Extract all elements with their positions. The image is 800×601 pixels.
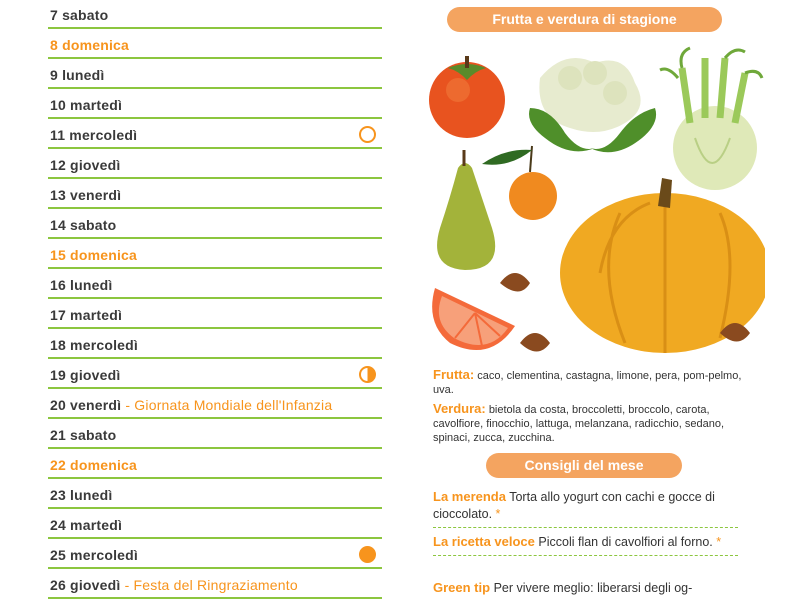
day-label [50,157,120,173]
tip-star: * [716,535,722,549]
tip-text: Piccoli flan di cavolfiori al forno. [538,535,713,549]
day-name: 25 mercoledì [50,547,138,563]
grapefruit-icon [432,288,515,350]
day-name: 16 lunedì [50,277,113,293]
day-label [50,457,137,473]
first-quarter-icon [359,366,376,383]
calendar-day-row [48,357,382,389]
tip-text: Torta allo yogurt con cachi e gocce di cioccolato. [433,490,715,521]
day-label [50,367,120,383]
veg-text: bietola da costa, broccoletti, broccolo, carota, cavolfiore, finocchio, lattuga, melanzana, radicchio, sedano, spinaci, zucca, zucchina. [433,404,725,444]
veg-key: Verdura: [433,401,486,416]
day-label [50,7,108,23]
sidebar-right [420,0,800,600]
fennel-icon [660,48,762,190]
calendar-day-row [48,537,382,569]
tip-green [433,579,738,601]
day-name: 19 giovedì [50,367,121,383]
calendar-day-row [48,417,382,449]
tip-key: Green tip [433,580,491,595]
new-moon-icon [359,126,376,143]
produce-header: Frutta e verdura di stagione [447,7,722,32]
day-name: 26 giovedì [50,577,121,593]
calendar-day-row [48,507,382,539]
day-name: 24 martedì [50,517,123,533]
veg-list [433,402,753,445]
day-label [50,277,112,293]
day-label [50,37,129,53]
day-label [50,97,122,113]
calendar-day-row [48,447,382,479]
day-label [50,187,121,203]
pear-icon [437,150,495,270]
day-name: 9 lunedì [50,67,105,83]
tip-key: La merenda [433,489,506,504]
day-name: 7 sabato [50,7,109,23]
day-label [50,127,137,143]
calendar-day-row [48,237,382,269]
day-name: 20 venerdì [50,397,122,413]
day-name: 23 lunedì [50,487,113,503]
calendar-day-row [48,477,382,509]
calendar-day-row [48,27,382,59]
day-name: 12 giovedì [50,157,121,173]
day-label [50,67,105,83]
day-label [50,577,298,593]
calendar-day-row [48,147,382,179]
day-name: 10 martedì [50,97,123,113]
day-label [50,517,122,533]
calendar-day-row [48,567,382,599]
day-event-note: - Festa del Ringraziamento [124,577,298,593]
day-label [50,307,122,323]
clementine-icon [482,146,557,220]
calendar-day-row [48,267,382,299]
calendar-day-row [48,207,382,239]
day-name: 13 venerdì [50,187,122,203]
day-label [50,397,332,413]
cauliflower-icon [529,58,656,152]
calendar-day-row [48,297,382,329]
day-event-note: - Giornata Mondiale dell'Infanzia [125,397,333,413]
calendar-day-row [48,177,382,209]
day-label [50,217,116,233]
day-name: 22 domenica [50,457,138,473]
day-label [50,247,137,263]
day-name: 11 mercoledì [50,127,138,143]
calendar-day-row [48,117,382,149]
tip-snack [433,488,738,528]
calendar-day-row [48,87,382,119]
tip-star: * [495,507,501,521]
calendar [0,0,390,600]
tip-text: Per vivere meglio: liberarsi degli og- [493,581,693,595]
produce-illustration [420,38,765,363]
full-moon-icon [359,546,376,563]
fruit-key: Frutta: [433,367,475,382]
tips-header: Consigli del mese [486,453,682,478]
persimmon-icon [429,56,505,138]
day-name: 15 domenica [50,247,138,263]
day-label [50,427,116,443]
day-label [50,547,138,563]
day-label [50,337,138,353]
calendar-day-row [48,387,382,419]
day-label [50,487,112,503]
fruit-text: caco, clementina, castagna, limone, pera, pom-pelmo, uva. [433,370,742,396]
day-name: 14 sabato [50,217,117,233]
day-name: 21 sabato [50,427,117,443]
tip-recipe [433,533,738,556]
fruit-list [433,368,753,397]
calendar-day-row [48,57,382,89]
calendar-day-row [48,0,382,29]
day-name: 18 mercoledì [50,337,138,353]
tip-key: La ricetta veloce [433,534,535,549]
day-name: 17 martedì [50,307,123,323]
day-name: 8 domenica [50,37,130,53]
calendar-day-row [48,327,382,359]
